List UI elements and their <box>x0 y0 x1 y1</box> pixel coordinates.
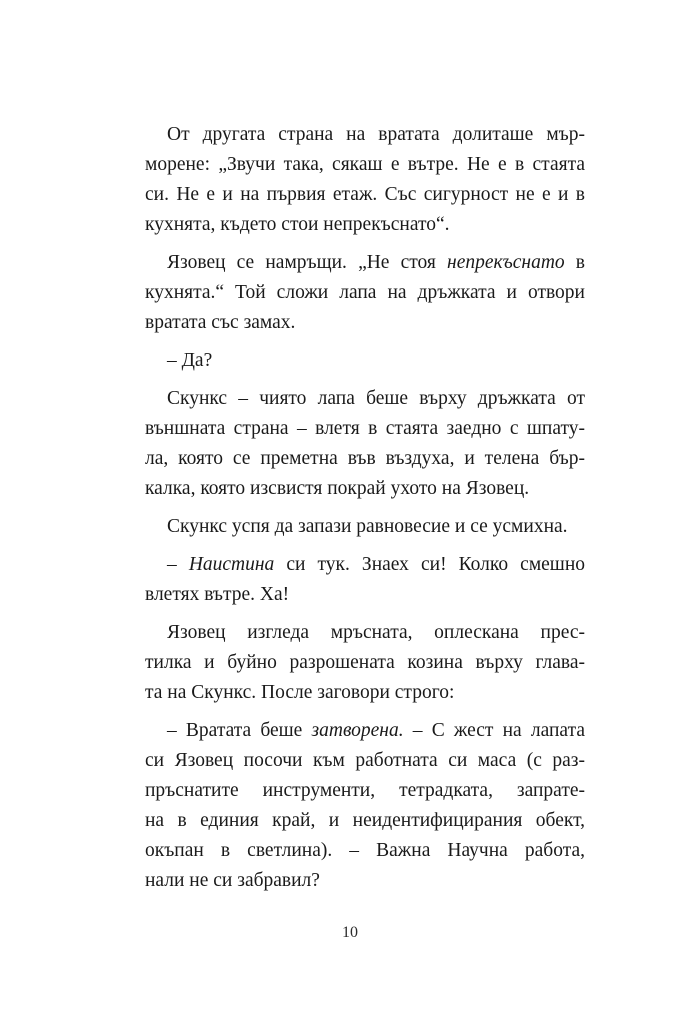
text-run: – <box>167 554 189 575</box>
text-line: си. Не е и на първия етаж. Със сигурност не е и в <box>145 184 585 205</box>
text-line: От другата страна на вратата долиташе мър- <box>167 124 585 145</box>
paragraph <box>145 512 585 542</box>
text-line: нали не си забравил? <box>145 870 320 891</box>
text-line: окъпан в светлина). – Важна Научна работа, <box>145 840 585 861</box>
text-run: Язовец се намръщи. „Не стоя <box>167 252 448 273</box>
text-line: Язовец изгледа мръсната, оплескана прес- <box>167 622 585 643</box>
text-line: Скункс успя да запази равновесие и се усмихна. <box>167 516 568 537</box>
text-line: ла, която се преметна във въздуха, и телена бър- <box>145 448 585 469</box>
text-line: морене: „Звучи така, сякаш е вътре. Не е в стаята <box>145 154 585 175</box>
text-line: пръснатите инструменти, тетрадката, запрате- <box>145 780 585 801</box>
text-line: кухнята, където стои непрекъснато“. <box>145 214 450 235</box>
text-run: – С жест на лапата <box>403 720 585 741</box>
text-line: – Да? <box>167 350 213 371</box>
text-line <box>145 716 585 746</box>
italic-text: Наистина <box>188 554 275 575</box>
paragraph <box>145 618 585 708</box>
text-line: външната страна – влетя в стаята заедно с шпату- <box>145 418 585 439</box>
paragraph <box>145 248 585 338</box>
text-line: на в единия край, и неидентифицирания обект, <box>145 810 585 831</box>
text-line <box>145 550 585 580</box>
page-number: 10 <box>342 924 358 941</box>
paragraph <box>145 346 585 376</box>
text-line: та на Скункс. После заговори строго: <box>145 682 455 703</box>
text-line: Скункс – чиято лапа беше върху дръжката от <box>167 388 585 409</box>
text-line: калка, която изсвистя покрай ухото на Язовец. <box>145 478 530 499</box>
text-run: си тук. Знаех си! Колко смешно <box>274 554 586 575</box>
text-line: влетях вътре. Ха! <box>145 584 290 605</box>
text-line: кухнята.“ Той сложи лапа на дръжката и отвори <box>145 282 585 303</box>
italic-text: затворена. <box>311 720 404 741</box>
paragraph <box>145 120 585 240</box>
text-line: тилка и буйно разрошената козина върху глава- <box>145 652 585 673</box>
text-run: в <box>564 252 585 273</box>
paragraph <box>145 716 585 896</box>
text-line: вратата със замах. <box>145 312 296 333</box>
paragraph <box>145 550 585 610</box>
body-text <box>145 120 585 896</box>
text-run: – Вратата беше <box>167 720 312 741</box>
italic-text: непрекъснато <box>447 252 565 273</box>
paragraph <box>145 384 585 504</box>
text-line <box>145 248 585 278</box>
text-line: си Язовец посочи към работната си маса (с раз- <box>145 750 585 771</box>
